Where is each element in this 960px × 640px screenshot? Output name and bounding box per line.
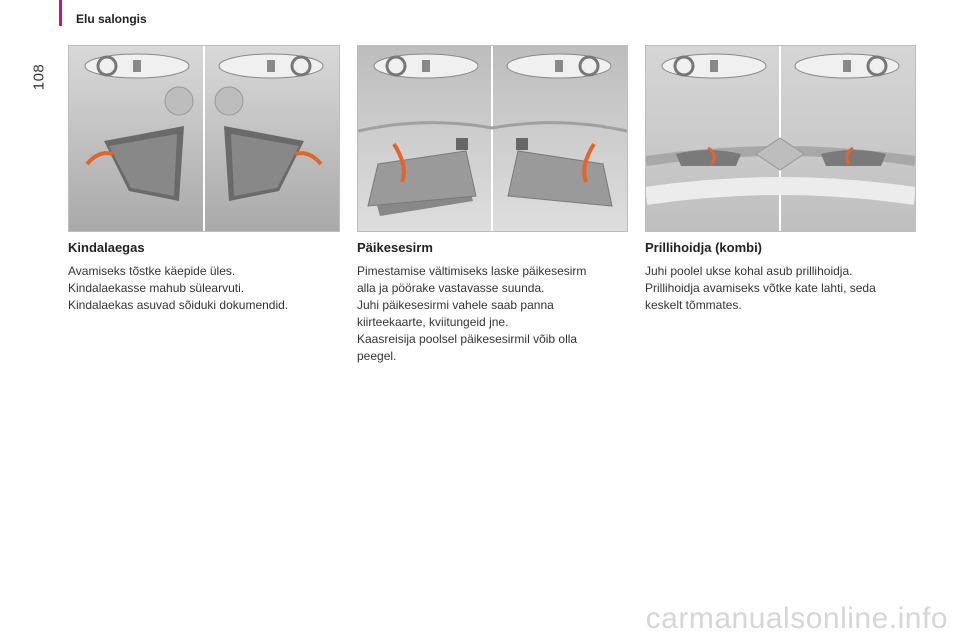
sun-visor-illustration [357,45,628,232]
glasses-holder-heading: Prillihoidja (kombi) [645,240,763,255]
lhd-mirror-icon [507,54,611,78]
glasses-holder-line-3: keskelt tõmmates. [645,298,742,312]
sun-visor-section [357,240,632,365]
rhd-mirror-icon [85,54,189,78]
sun-visor-line-3: Juhi päikesesirmi vahele saab panna [357,298,554,312]
glovebox-line-3: Kindalaekas asuvad sõiduki dokumendid. [68,298,289,312]
glovebox-illustration [68,45,340,232]
glasses-holder-illustration [645,45,916,232]
sun-visor-line-6: peegel. [357,349,397,363]
glasses-holder-line-2: Prillihoidja avamiseks võtke kate lahti, seda [645,281,876,295]
glasses-holder-line-1: Juhi poolel ukse kohal asub prillihoidja. [645,264,853,278]
lhd-mirror-icon [795,54,899,78]
glasses-holder-section [645,240,925,314]
sun-visor-line-5: Kaasreisija poolsel päikesesirmil võib olla [357,332,578,346]
glovebox-section [68,240,343,314]
section-accent-bar [59,0,62,26]
sun-visor-heading: Päikesesirm [357,240,433,255]
section-title: Elu salongis [76,12,147,26]
glovebox-line-2: Kindalaekasse mahub sülearvuti. [68,281,245,295]
sun-visor-line-4: kiirteekaarte, kviitungeid jne. [357,315,509,329]
glovebox-line-1: Avamiseks tõstke käepide üles. [68,264,236,278]
watermark: carmanualsonline.info [645,602,948,635]
lhd-mirror-icon [219,54,323,78]
sun-visor-line-1: Pimestamise vältimiseks laske päikesesirm [357,264,587,278]
glovebox-heading: Kindalaegas [68,240,145,255]
rhd-mirror-icon [374,54,478,78]
sun-visor-line-2: alla ja pöörake vastavasse suunda. [357,281,545,295]
rhd-mirror-icon [662,54,766,78]
page-number: 108 [30,63,48,91]
